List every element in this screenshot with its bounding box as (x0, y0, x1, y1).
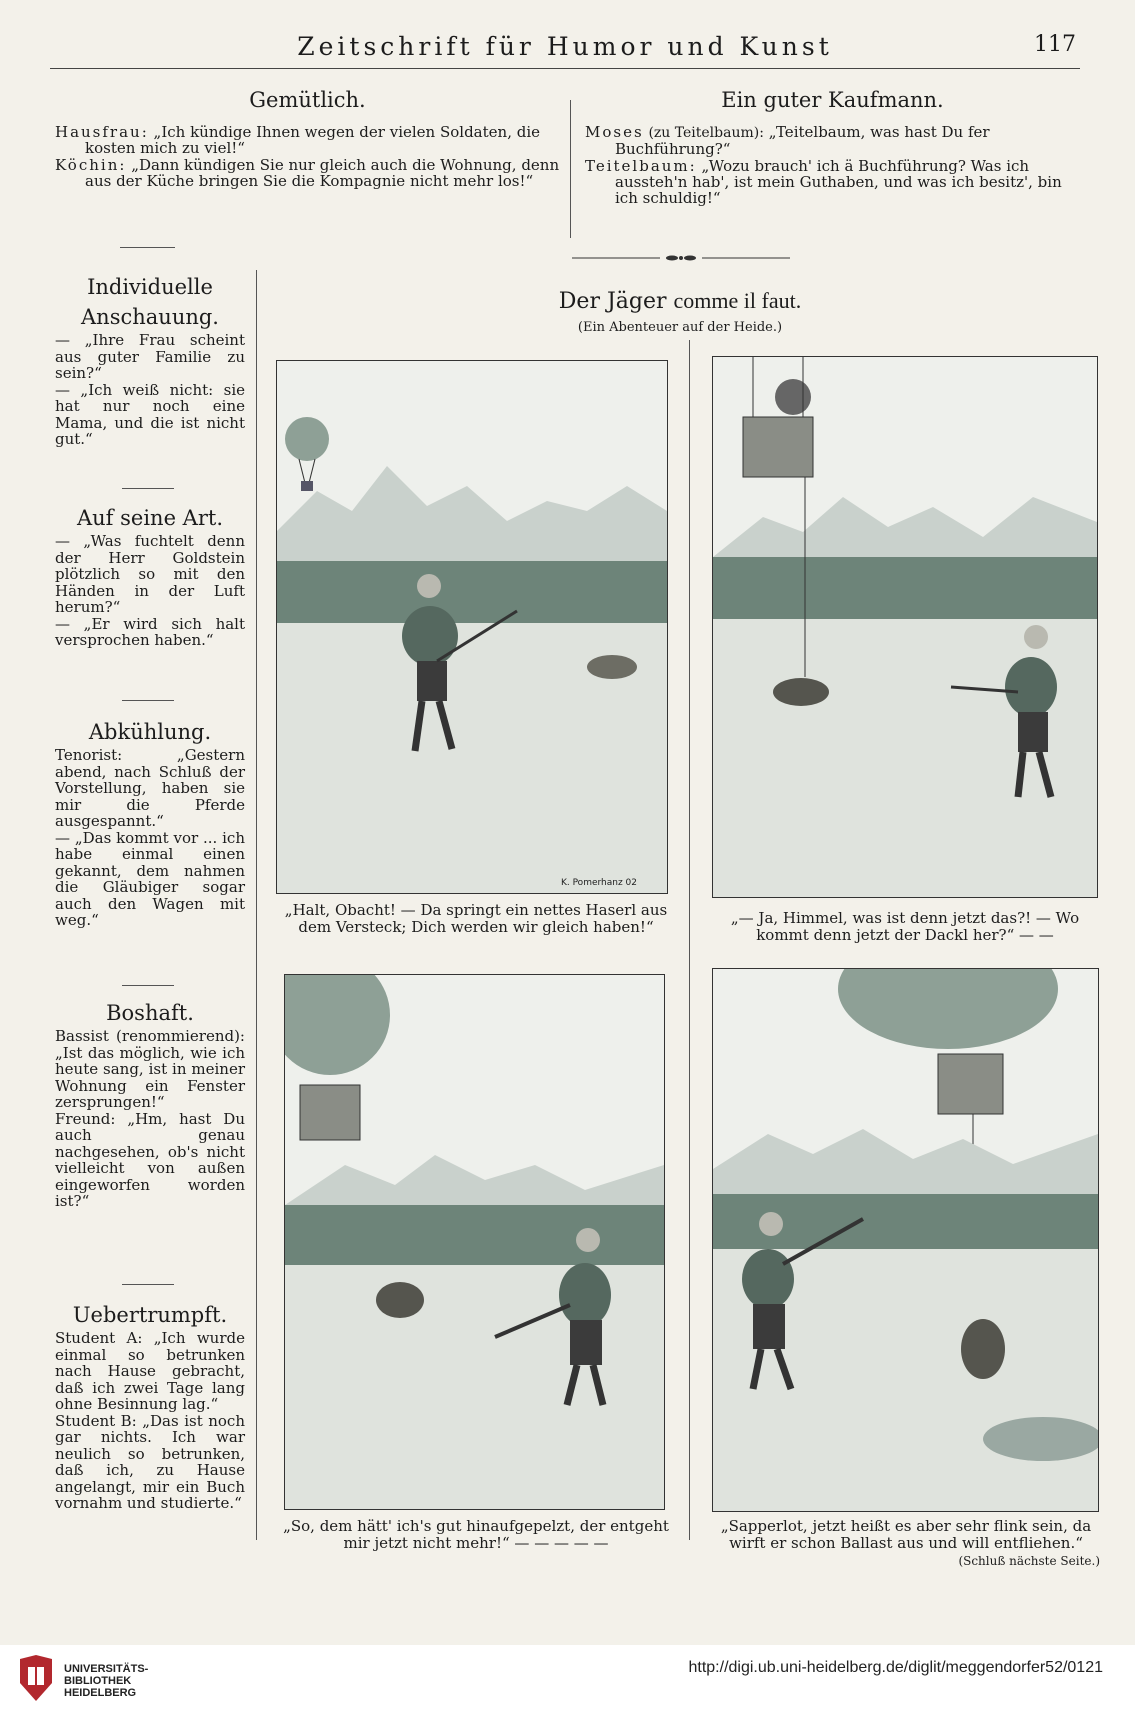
section-divider (122, 985, 174, 986)
panel-3-illustration (285, 975, 664, 1509)
section-divider (122, 1284, 174, 1285)
header-title: Zeitschrift für Humor und Kunst (297, 32, 833, 61)
panel-1-illustration (277, 361, 667, 893)
section-divider (122, 700, 174, 701)
dialogue-line: Hausfrau: „Ich kündige Ihnen wegen der vielen Soldaten, die kosten mich zu viel!“ (55, 123, 541, 157)
side-section-1: Individuelle Anschauung. — „Ihre Frau scheint aus guter Familie zu sein?“ — „Ich weiß nicht: sie hat nur noch eine Mama, und die ist nicht gut.“ (55, 275, 245, 448)
page-number: 117 (1034, 32, 1076, 57)
dialogue-line: Köchin: „Dann kündigen Sie nur gleich auch die Wohnung, denn aus der Küche bringen Sie die Kompagnie nicht mehr los!“ (55, 156, 560, 190)
panel-4-illustration (713, 969, 1098, 1511)
comic-panel-1 (276, 360, 668, 894)
university-logo-icon (14, 1653, 58, 1705)
dialogue-line: Teitelbaum: „Wozu brauch' ich ä Buchführung? Was ich aussteh'n hab', ist mein Guthaben, und was ich besitz', bin ich schuldig!“ (585, 157, 1062, 207)
comic-panel-2 (712, 356, 1098, 898)
university-logo-text: UNIVERSITÄTS- BIBLIOTHEK HEIDELBERG (64, 1663, 149, 1699)
comic-caption-2: „— Ja, Himmel, was ist denn jetzt das?! — Wo kommt denn jetzt der Dackl her?“ — — (730, 909, 1080, 944)
story-subtitle: (Ein Abenteuer auf der Heide.) (577, 320, 783, 335)
comic-caption-4: „Sapperlot, jetzt heißt es aber sehr flink sein, da wirft er schon Ballast aus und will entfliehen.“ (720, 1517, 1092, 1552)
comic-panel-4 (712, 968, 1099, 1512)
ornament-divider (572, 255, 790, 261)
panel-2-illustration (713, 357, 1097, 897)
comic-column-divider (689, 340, 690, 1540)
top-column-divider (570, 100, 571, 238)
joke-title-kaufmann: Ein guter Kaufmann. (721, 88, 944, 112)
artist-signature: K. Pomerhanz 02 (560, 878, 637, 888)
comic-panel-3 (284, 974, 665, 1510)
comic-caption-1: „Halt, Obacht! — Da springt ein nettes Haserl aus dem Versteck; Dich werden wir gleich haben!“ (284, 901, 668, 936)
continued-note: (Schluß nächste Seite.) (958, 1554, 1100, 1568)
joke-title-gemuetlich: Gemütlich. (249, 88, 366, 112)
story-title: Der Jäger comme il faut. (558, 288, 802, 314)
section-divider (120, 247, 175, 248)
dialogue-line: Moses (zu Teitelbaum): „Teitelbaum, was hast Du fer Buchführung?“ (585, 123, 990, 158)
comic-caption-3: „So, dem hätt' ich's gut hinaufgepelzt, der entgeht mir jetzt nicht mehr!“ — — — — — (283, 1517, 669, 1552)
section-divider (122, 488, 174, 489)
side-section-2: Auf seine Art. — „Was fuchtelt denn der Herr Goldstein plötzlich so mit den Händen in der Luft herum?“ — „Er wird sich halt versprochen haben.“ (55, 506, 245, 649)
side-section-3: Abkühlung. Tenorist: „Gestern abend, nach Schluß der Vorstellung, haben sie mir die Pferde ausgespannt.“ — „Das kommt vor ... ich habe einmal einen gekannt, dem nahmen die Gläubiger sogar auch den Wagen mit weg.“ (55, 720, 245, 929)
left-column-divider (256, 270, 257, 1540)
side-section-5: Uebertrumpft. Student A: „Ich wurde einmal so betrunken nach Hause gebracht, daß ich zwei Tage lang ohne Besinnung lag.“ Student B: „Das ist noch gar nichts. Ich war neulich so betrunken, daß ich, zu Hause angelangt, mir ein Buch vornahm und studierte.“ (55, 1303, 245, 1512)
page-header (50, 28, 1080, 69)
footer (0, 1645, 1135, 1725)
joke-kaufmann (585, 124, 1085, 207)
side-section-4: Boshaft. Bassist (renommierend): „Ist das möglich, wie ich heute sang, ist in meiner Wohnung ein Fenster zersprungen!“ Freund: „Hm, hast Du auch genau nachgesehen, ob's nicht vielleicht von außen eingeworfen worden ist?“ (55, 1001, 245, 1210)
source-url-link[interactable]: http://digi.ub.uni-heidelberg.de/diglit/meggendorfer52/0121 (688, 1659, 1103, 1676)
joke-gemuetlich (55, 124, 560, 190)
